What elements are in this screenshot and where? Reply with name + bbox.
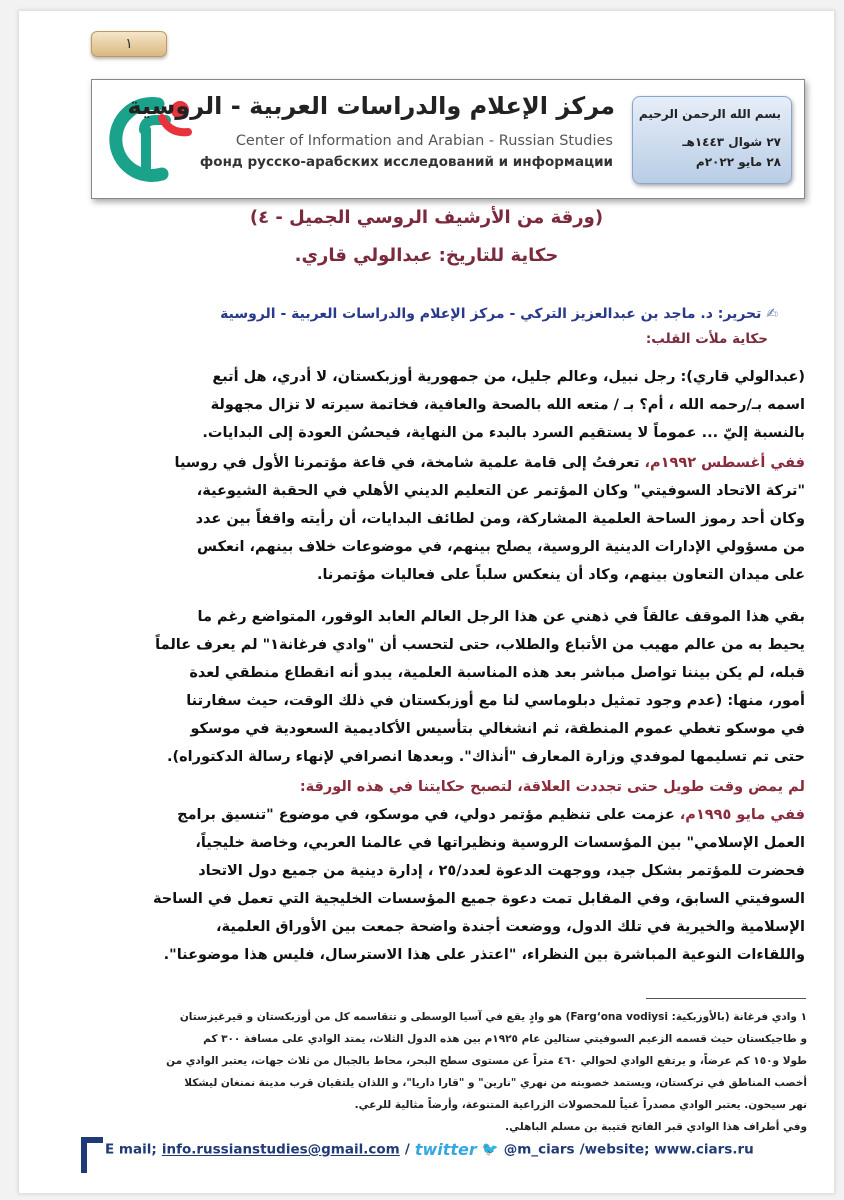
text-line: حتى تم تسليمها لموفدي وزارة المعارف "أنذاك". وبعدها انصرافي لإنهاء رسالة الدكتوراه). bbox=[166, 749, 805, 765]
text-line: وكان أحد رموز الساحة العلمية المشاركة، ومن لطائف البدايات، أن رأيته واقفاً بين عدد bbox=[195, 511, 805, 527]
footnote-line: طولا و١٥٠ كم عرضاً، و يرتفع الوادي لحوالي ٤٦٠ متراً عن مستوى سطح البحر، محاط بالجبال من ثلاث جهات، يعتبر الوادي من bbox=[166, 1055, 807, 1067]
text-line: يحيط به من عالم مهيب من الأتباع والطلاب، حتى لتحسب أن "وادي فرغانة١" لم يعرف عالماً bbox=[155, 637, 805, 653]
paragraph-2 bbox=[47, 449, 805, 589]
byline-text: تحرير: د. ماجد بن عبدالعزيز التركي - مركز الإعلام والدراسات العربية - الروسية bbox=[220, 306, 762, 322]
paragraph-3 bbox=[47, 603, 805, 771]
footnote-rule bbox=[646, 998, 806, 999]
date-box bbox=[632, 96, 792, 184]
text-line: ففي أغسطس ١٩٩٢م، تعرفتُ إلى قامة علمية شامخة، في قاعة مؤتمرنا الأول في روسيا bbox=[174, 455, 805, 471]
footnote-line: ١ وادي فرغانة (بالأوزبكية: Farg‘ona vodiysi) هو وادٍ يقع في آسيا الوسطى و تتقاسمه كل من أوزبكستان و قيرغيزستان bbox=[179, 1011, 807, 1023]
paragraph-4: لم يمض وقت طويل حتى تجددت العلاقة، لتصبح حكايتنا في هذه الورقة: bbox=[299, 779, 805, 795]
footer-separator: / bbox=[404, 1141, 410, 1158]
basmala: بسم الله الرحمن الرحيم bbox=[638, 107, 781, 121]
byline bbox=[220, 306, 778, 322]
footnote bbox=[47, 1006, 807, 1138]
email-label: E mail; bbox=[105, 1141, 157, 1158]
paragraph-1 bbox=[47, 363, 805, 447]
logo-arabic-name: مركز الإعلام والدراسات العربية - الروسية bbox=[127, 92, 615, 120]
text-line: الإسلامية والخيرية في تلك الدول، ووضعت أجندة واضحة جمعت بين الأوراق العلمية، bbox=[216, 919, 805, 935]
text-line: ففي مايو ١٩٩٥م، عزمت على تنظيم مؤتمر دولي، في موسكو، في موضوع "تنسيق برامج bbox=[177, 807, 805, 823]
series-title: (ورقة من الأرشيف الروسي الجميل - ٤) bbox=[249, 207, 604, 228]
document-page bbox=[18, 10, 835, 1194]
text-line: من مسؤولي الإدارات الدينية الروسية، يصلح بينهم، في موضوعات خلاف بينهم، انعكس bbox=[196, 539, 805, 555]
footer-contact bbox=[79, 1139, 825, 1169]
text-line: بقي هذا الموقف عالقاً في ذهني عن هذا الرجل العالم العابد الوقور، المتواضع رغم ما bbox=[197, 609, 805, 625]
text-line: على ميدان التعاون بينهم، وكاد أن ينعكس سلباً على فعاليات مؤتمرنا. bbox=[316, 567, 805, 583]
footnote-line: و طاجيكستان حيث قسمه الزعيم السوفيتي ستالين عام ١٩٢٥م بين هذه الدول الثلاث، يمتد الوادي على مسافة ٣٠٠ كم bbox=[203, 1033, 807, 1045]
text-line: بالنسبة إليّ ... عموماً لا يستقيم السرد بالبدء من النهاية، فيحسُن العودة إلى البدايات. bbox=[202, 425, 805, 441]
email-link[interactable]: info.russianstudies@gmail.com bbox=[161, 1141, 400, 1158]
date-highlight: ففي مايو ١٩٩٥م، bbox=[679, 807, 805, 823]
center-logo bbox=[98, 84, 623, 192]
footnote-line: أخصب المناطق في تركستان، ويستمد خصوبته من نهري "نارين" و "قارا داريا"، و اللذان يلتقيان قرب مدينة نمنغان ليشكلا bbox=[184, 1077, 807, 1089]
text-line: "تركة الاتحاد السوفيتي" وكان المؤتمر عن التعليم الديني الأهلي في الحقبة الشيوعية، bbox=[196, 483, 805, 499]
letterhead bbox=[91, 79, 805, 199]
gregorian-date: ٢٨ مايو ٢٠٢٢م bbox=[695, 155, 781, 169]
twitter-handle[interactable]: @m_ciars bbox=[503, 1141, 575, 1158]
date-highlight: ففي أغسطس ١٩٩٢م، bbox=[644, 455, 805, 471]
text-line: أمور، منها: (عدم وجود تمثيل دبلوماسي لنا مع أوزبكستان في ذلك الوقت، حيث سفارتنا bbox=[186, 693, 805, 709]
paragraph-5 bbox=[47, 801, 805, 969]
hijri-date: ٢٧ شوال ١٤٤٣هـ bbox=[682, 135, 781, 149]
website-link[interactable]: /website; www.ciars.ru bbox=[579, 1141, 754, 1158]
text-line: في موسكو تغطي عموم المنطقة، ثم انشغالي بتأسيس الأكاديمية السعودية في موسكو bbox=[190, 721, 805, 737]
section-subhead: حكاية ملأت القلب: bbox=[645, 331, 768, 347]
article-title: حكاية للتاريخ: عبدالولي قاري. bbox=[294, 245, 559, 266]
pen-icon: ✍ bbox=[766, 306, 778, 322]
page-number-badge: ١ bbox=[91, 31, 167, 57]
footnote-line: نهر سيحون. يعتبر الوادي مصدراً غنياً للمحصولات الزراعية المتنوعة، وأرضاً مثالية للرعي. bbox=[354, 1099, 807, 1111]
twitter-bird-icon: 🐦 bbox=[481, 1141, 499, 1158]
logo-english-name: Center of Information and Arabian - Russian Studies bbox=[235, 133, 613, 149]
text-line: العمل الإسلامي" بين المؤسسات الروسية ونظيراتها في عالمنا العربي، وخاصة خليجياً، bbox=[195, 835, 805, 851]
text-line: واللقاءات النوعية المباشرة بين النظراء، "اعتذر على هذا الاسترسال، فليس هذا موضوعنا". bbox=[163, 947, 805, 963]
twitter-logo: twitter bbox=[414, 1140, 477, 1159]
text-line: (عبدالولي قاري): رجل نبيل، وعالم جليل، من جمهورية أوزبكستان، لا أدري، هل أتبع bbox=[212, 369, 805, 385]
text-line: اسمه بـ/رحمه الله ، أم؟ بـ / متعه الله بالصحة والعافية، فخاتمة سيرته لا تزال مجهولة bbox=[210, 397, 805, 413]
text-line: فحضرت للمؤتمر بشكل جيد، ووجهت الدعوة لعدد/٢٥ ، إدارة دينية من جميع دول الاتحاد bbox=[198, 863, 805, 879]
text-line: السوفيتي السابق، وفي المقابل تمت دعوة جميع المؤسسات الخليجية التي تعمل في الساحة bbox=[152, 891, 805, 907]
logo-russian-name: фонд русско-арабских исследований и информации bbox=[199, 154, 613, 170]
text-line: قبله، لم يكن بيننا تواصل مباشر بعد هذه المناسبة العلمية، يبدو أنه انقطاع منطقي لعدة bbox=[189, 665, 805, 681]
footnote-line: وفي أطراف هذا الوادي قبر الفاتح قتيبة بن مسلم الباهلي. bbox=[505, 1121, 807, 1133]
